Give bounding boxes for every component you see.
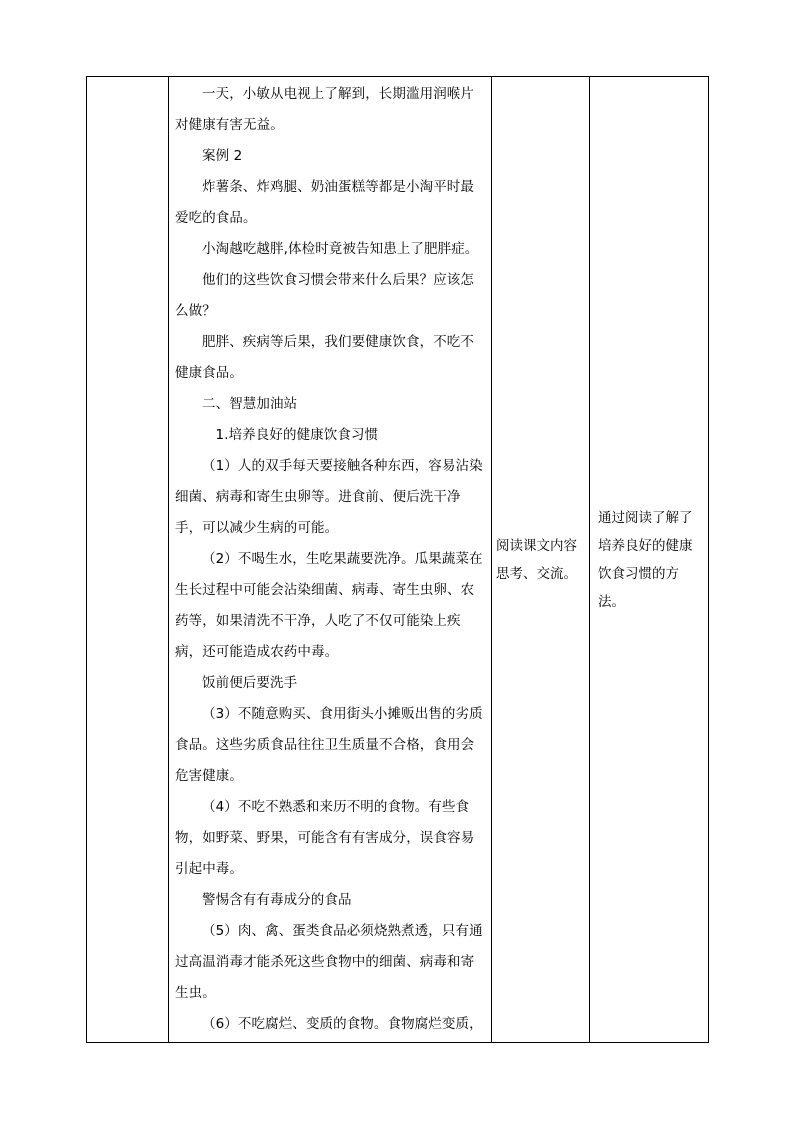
content-paragraph: （6）不吃腐烂、变质的食物。食物腐烂变质， <box>202 1016 483 1032</box>
content-paragraph: （2）不喝生水，生吃果蔬要洗净。瓜果蔬菜在生长过程中可能会沾染细菌、病毒、寄生虫卵、农药等，如果清洗不干净，人吃了不仅可能染上疾病，还可能造成农药中毒。 <box>175 551 483 660</box>
student-activity-text: 阅读课文内容思考、交流。 <box>496 537 577 582</box>
student-activity-cell <box>492 77 590 1043</box>
content-paragraph: 炸薯条、炸鸡腿、奶油蛋糕等都是小淘平时最爱吃的食品。 <box>175 179 474 226</box>
content-paragraph: 饭前便后要洗手 <box>202 675 298 691</box>
section-heading: 二、智慧加油站 <box>202 396 298 412</box>
empty-left-cell <box>87 77 169 1043</box>
teaching-content-cell <box>169 77 492 1043</box>
content-paragraph: 警惕含有有毒成分的食品 <box>202 892 352 908</box>
content-paragraph: 小淘越吃越胖,体检时竟被告知患上了肥胖症。 <box>202 241 479 257</box>
content-paragraph: 他们的这些饮食习惯会带来什么后果？应该怎么做？ <box>175 272 474 319</box>
content-paragraph: 一天，小敏从电视上了解到，长期滥用润喉片对健康有害无益。 <box>175 86 474 133</box>
lesson-plan-table <box>86 76 709 1043</box>
table-row <box>87 77 709 1043</box>
content-paragraph: （4）不吃不熟悉和来历不明的食物。有些食物，如野菜、野果，可能含有有害成分，误食容易引起中毒。 <box>175 799 475 877</box>
case-heading: 案例 2 <box>202 148 243 164</box>
subsection-heading: 1.培养良好的健康饮食习惯 <box>215 427 379 443</box>
content-paragraph: （3）不随意购买、食用街头小摊贩出售的劣质食品。这些劣质食品往往卫生质量不合格，食用会危害健康。 <box>175 706 483 784</box>
design-intent-text: 通过阅读了解了培养良好的健康饮食习惯的方法。 <box>598 509 693 610</box>
content-paragraph: 肥胖、疾病等后果，我们要健康饮食，不吃不健康食品。 <box>175 334 474 381</box>
content-paragraph: （1）人的双手每天要接触各种东西，容易沾染细菌、病毒和寄生虫卵等。进食前、便后洗干净手，可以减少生病的可能。 <box>175 458 483 536</box>
design-intent-cell <box>590 77 709 1043</box>
content-paragraph: （5）肉、禽、蛋类食品必须烧熟煮透，只有通过高温消毒才能杀死这些食物中的细菌、病毒和寄生虫。 <box>175 923 483 1001</box>
